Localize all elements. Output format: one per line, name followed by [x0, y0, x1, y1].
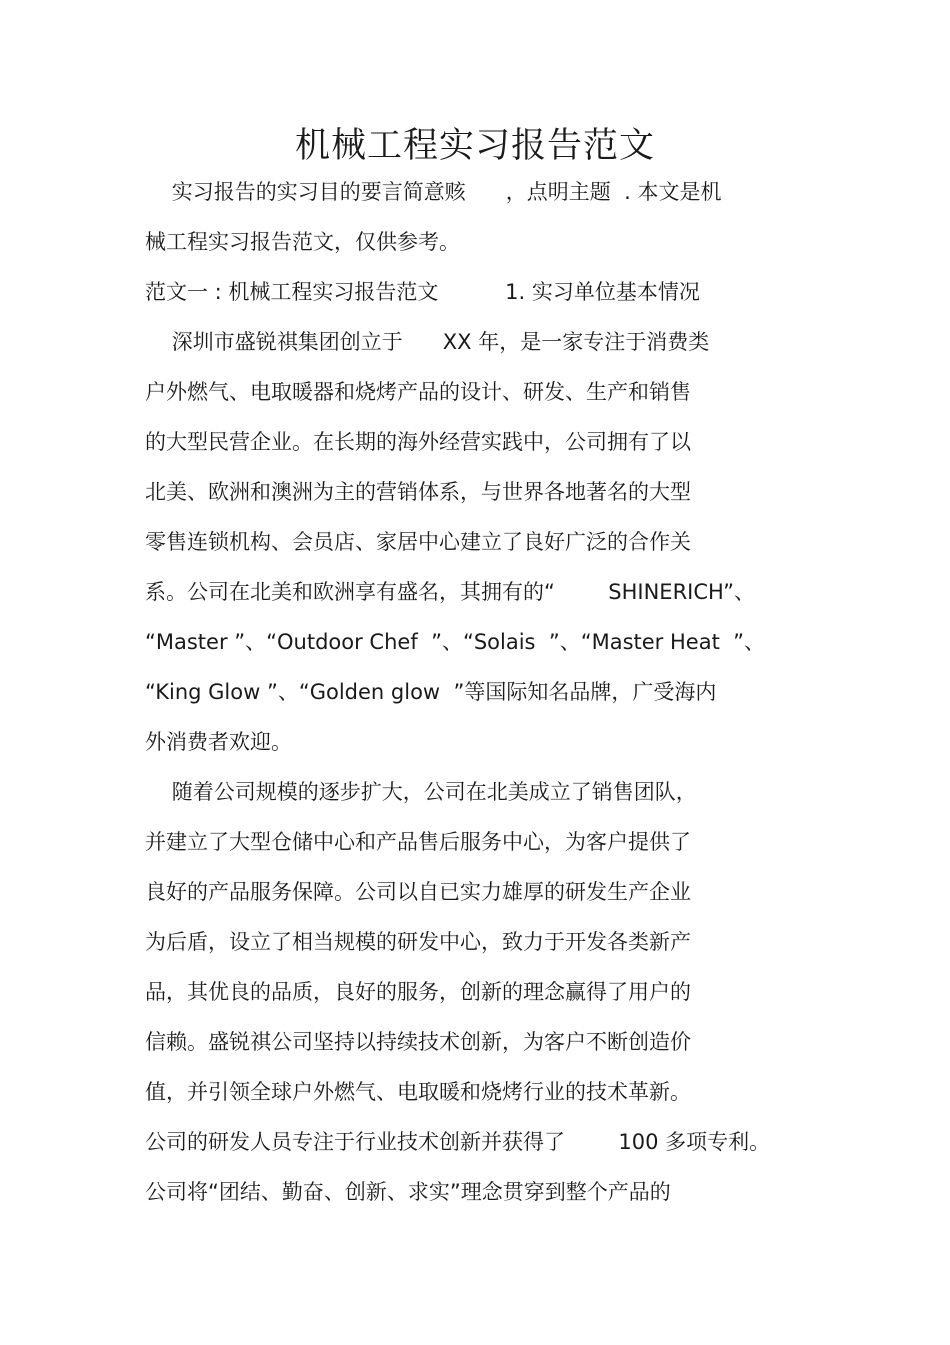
document-title: 机械工程实习报告范文 [294, 126, 655, 166]
paragraph-line: 并建立了大型仓储中心和产品售后服务中心，为客户提供了 [145, 830, 691, 854]
paragraph-line: 公司的研发人员专注于行业技术创新并获得了 100 多项专利。 [145, 1130, 771, 1154]
paragraph-line: 北美、欧洲和澳洲为主的营销体系，与世界各地著名的大型 [145, 480, 691, 504]
paragraph-line: 实习报告的实习目的要言简意赅 ，点明主题 . 本文是机 [145, 180, 722, 204]
paragraph-line: 户外燃气、电取暖器和烧烤产品的设计、研发、生产和销售 [145, 380, 691, 404]
paragraph-line: “King Glow ”、“Golden glow ”等国际知名品牌，广受海内 [145, 680, 717, 704]
paragraph-line: 公司将“团结、勤奋、创新、求实”理念贯穿到整个产品的 [145, 1180, 671, 1204]
paragraph-line: 械工程实习报告范文，仅供参考。 [145, 230, 460, 254]
paragraph-line: 零售连锁机构、会员店、家居中心建立了良好广泛的合作关 [145, 530, 691, 554]
paragraph-line: 值，并引领全球户外燃气、电取暖和烧烤行业的技术革新。 [145, 1080, 691, 1104]
paragraph-line: 良好的产品服务保障。公司以自已实力雄厚的研发生产企业 [145, 880, 691, 904]
paragraph-line: 的大型民营企业。在长期的海外经营实践中，公司拥有了以 [145, 430, 691, 454]
paragraph-line: “Master ”、“Outdoor Chef ”、“Solais ”、“Master Heat ”、 [145, 630, 766, 654]
paragraph-line: 外消费者欢迎。 [145, 730, 292, 754]
paragraph-line: 信赖。盛锐祺公司坚持以持续技术创新，为客户不断创造价 [145, 1030, 691, 1054]
paragraph-line: 系。公司在北美和欧洲享有盛名，其拥有的“ SHINERICH”、 [145, 580, 756, 604]
paragraph-line: 为后盾，设立了相当规模的研发中心，致力于开发各类新产 [145, 930, 691, 954]
paragraph-line: 深圳市盛锐祺集团创立于 XX 年，是一家专注于消费类 [145, 330, 710, 354]
paragraph-line: 品，其优良的品质，良好的服务，创新的理念赢得了用户的 [145, 980, 691, 1004]
paragraph-line: 随着公司规模的逐步扩大，公司在北美成立了销售团队， [145, 780, 697, 804]
section-heading-line: 范文一 : 机械工程实习报告范文 1. 实习单位基本情况 [145, 280, 700, 304]
